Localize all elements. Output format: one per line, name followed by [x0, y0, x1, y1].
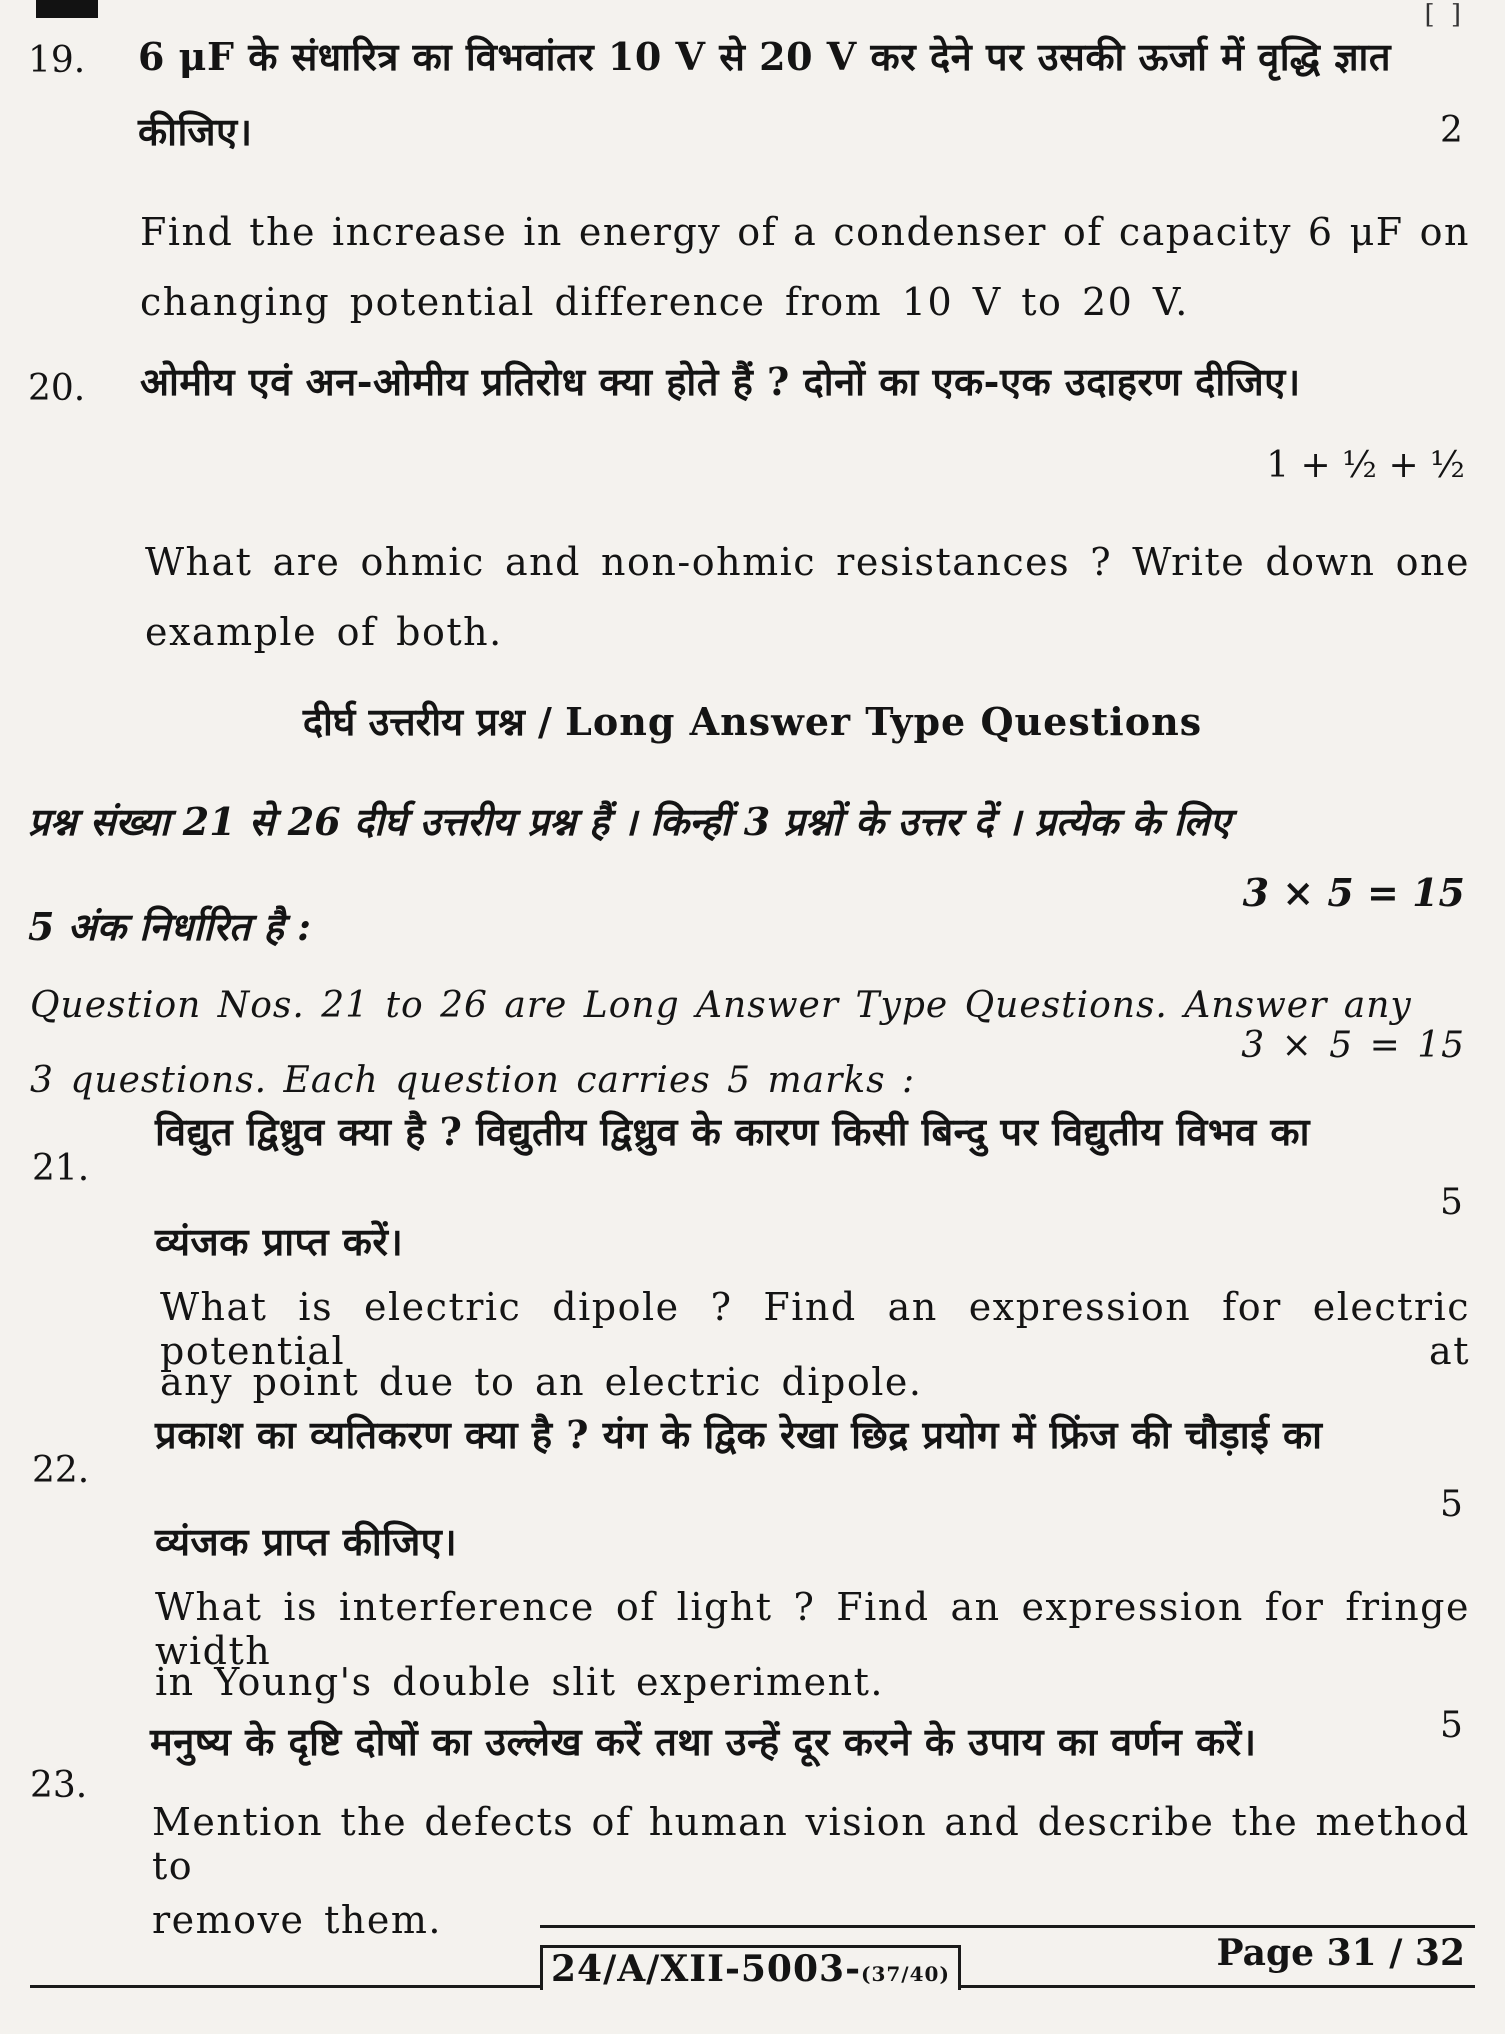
question-23-hindi-line1: मनुष्य के दृष्टि दोषों का उल्लेख करें तथा उन्हें दूर करने के उपाय का वर्णन करें।	[150, 1719, 1257, 1764]
paper-code-main: 24/A/XII-5003-	[551, 1948, 862, 1990]
question-19-number: 19.	[28, 40, 86, 81]
page-number: Page 31 / 32	[1216, 1932, 1465, 1974]
section-heading-hindi: दीर्घ उत्तरीय प्रश्न /	[302, 699, 566, 744]
question-19-english-line2: changing potential difference from 10 V to 20 V.	[140, 280, 1189, 324]
page-tab-mark	[36, 0, 98, 18]
corner-mark: [ ]	[1424, 0, 1465, 30]
question-20-number: 20.	[28, 368, 86, 409]
instruction-hindi-marks: 3 × 5 = 15	[1242, 870, 1465, 915]
question-19-hindi-line2: कीजिए।	[138, 109, 253, 154]
section-heading	[0, 695, 1505, 747]
question-23-marks: 5	[1440, 1705, 1463, 1746]
question-19-hindi-line1: 6 μF के संधारित्र का विभवांतर 10 V से 20 V कर देने पर उसकी ऊर्जा में वृद्धि ज्ञात	[138, 34, 1392, 79]
question-21-hindi-line1: विद्युत द्विध्रुव क्या है ? विद्युतीय द्विध्रुव के कारण किसी बिन्दु पर विद्युतीय विभव का	[155, 1109, 1310, 1154]
question-22-english-line2: in Young's double slit experiment.	[155, 1660, 884, 1704]
question-21-marks: 5	[1440, 1182, 1463, 1223]
question-20-english-line2: example of both.	[145, 610, 503, 654]
question-22-english-line1: What is interference of light ? Find an expression for fringe width	[155, 1585, 1470, 1673]
question-22-marks: 5	[1440, 1484, 1463, 1525]
instruction-hindi-line2: 5 अंक निर्धारित है :	[28, 904, 311, 949]
question-20-english-line1: What are ohmic and non-ohmic resistances ? Write down one	[145, 540, 1470, 584]
question-23-number: 23.	[30, 1765, 88, 1806]
section-heading-english: Long Answer Type Questions	[565, 699, 1203, 744]
question-21-hindi-line2: व्यंजक प्राप्त करें।	[155, 1219, 404, 1264]
question-20-hindi-line1: ओमीय एवं अन-ओमीय प्रतिरोध क्या होते हैं ? दोनों का एक-एक उदाहरण दीजिए।	[140, 359, 1301, 404]
question-22-hindi-line1: प्रकाश का व्यतिकरण क्या है ? यंग के द्विक रेखा छिद्र प्रयोग में फ्रिंज की चौड़ाई का	[155, 1412, 1323, 1457]
paper-code	[540, 1945, 961, 1990]
question-23-english-line1: Mention the defects of human vision and describe the method to	[152, 1800, 1470, 1888]
question-23-english-line2: remove them.	[152, 1898, 442, 1942]
instruction-english-marks: 3 × 5 = 15	[1241, 1025, 1465, 1066]
question-22-number: 22.	[32, 1450, 90, 1491]
question-21-number: 21.	[32, 1148, 90, 1189]
instruction-hindi-line1: प्रश्न संख्या 21 से 26 दीर्घ उत्तरीय प्रश्न हैं । किन्हीं 3 प्रश्नों के उत्तर दें । प्रत्येक के लिए	[28, 799, 1231, 844]
footer-rule-top	[540, 1925, 1475, 1928]
instruction-english-line1: Question Nos. 21 to 26 are Long Answer Type Questions. Answer any	[30, 985, 1412, 1026]
question-20-marks: 1 + ½ + ½	[1266, 445, 1465, 486]
question-19-english-line1: Find the increase in energy of a condenser of capacity 6 μF on	[140, 210, 1470, 254]
question-19-marks: 2	[1440, 110, 1463, 151]
instruction-english-line2: 3 questions. Each question carries 5 marks :	[30, 1060, 916, 1101]
question-21-english-line1: What is electric dipole ? Find an expression for electric potential at	[160, 1285, 1470, 1373]
question-21-english-line2: any point due to an electric dipole.	[160, 1360, 923, 1404]
paper-code-sub: (37/40)	[861, 1962, 950, 1986]
question-22-hindi-line2: व्यंजक प्राप्त कीजिए।	[155, 1519, 458, 1564]
